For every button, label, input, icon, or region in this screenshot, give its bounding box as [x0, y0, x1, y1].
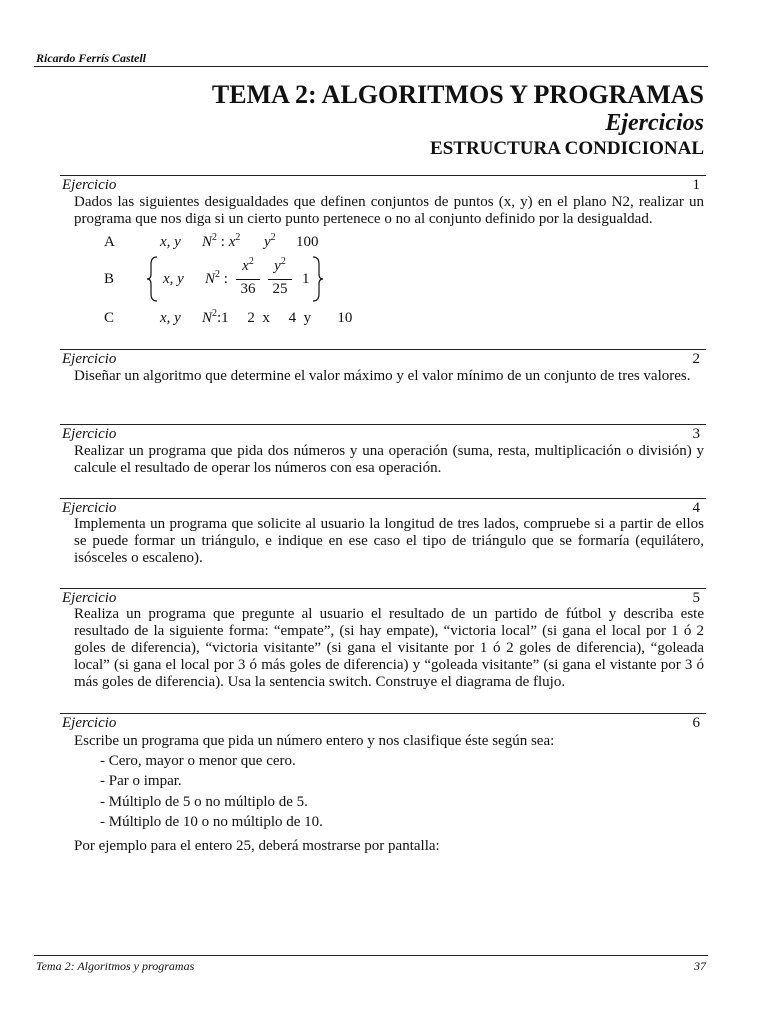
exercise-4-rule — [60, 498, 706, 499]
exercise-2-text: Diseñar un algoritmo que determine el valor máximo y el valor mínimo de un conjunto de tres valores. — [74, 368, 691, 384]
list-item: - Par o impar. — [100, 773, 182, 789]
list-item: - Múltiplo de 10 o no múltiplo de 10. — [100, 814, 323, 830]
frac2-denominator: 25 — [272, 281, 288, 297]
exercise-6-intro: Escribe un programa que pida un número entero y nos clasifique éste según sea: — [74, 733, 555, 749]
exercise-5-rule — [60, 588, 706, 589]
exercise-5-label: Ejercicio — [62, 590, 117, 606]
set-b-pair: x, y — [163, 271, 184, 287]
set-c-name: C — [104, 310, 115, 326]
exercise-2-number: 2 — [692, 351, 700, 367]
exercise-5-number: 5 — [692, 590, 700, 606]
set-a-y: $y^2$ — [264, 232, 276, 250]
list-item: - Cero, mayor o menor que cero. — [100, 753, 296, 769]
right-brace-icon — [310, 256, 324, 302]
set-b-name: B — [104, 271, 115, 287]
frac1-numerator: $x^2$ — [242, 256, 254, 274]
set-a-domain: $N^2$ : $x^2$ — [202, 232, 241, 250]
exercise-4-text: Implementa un programa que solicite al usuario la longitud de tres lados, compruebe si a partir de ellos se puede formar un triángulo, e indique en ese caso el tipo de triángulo que se formaría (equilátero, isósceles o escaleno). — [74, 516, 704, 566]
exercise-6-number: 6 — [692, 715, 700, 731]
set-c-expression: $N^2:1$ 2 x 4 y 10 — [202, 308, 353, 326]
exercise-2-rule — [60, 349, 706, 350]
frac2-bar — [268, 279, 292, 280]
frac1-denominator: 36 — [240, 281, 256, 297]
exercise-6-rule — [60, 713, 706, 714]
page-title: TEMA 2: ALGORITMOS Y PROGRAMAS — [211, 80, 704, 109]
header-rule — [34, 66, 708, 67]
frac1-bar — [236, 279, 260, 280]
footer-rule — [34, 955, 708, 956]
set-a-pair: x, y — [160, 234, 181, 250]
set-a-name: A — [104, 234, 115, 250]
frac2-numerator: $y^2$ — [274, 256, 286, 274]
exercise-4-label: Ejercicio — [62, 500, 117, 516]
exercise-2-label: Ejercicio — [62, 351, 117, 367]
exercise-5-text: Realiza un programa que pregunte al usuario el resultado de un partido de fútbol y describa este resultado de la siguiente forma: “empate”, (si hay empate), “victoria local” (si gana el local por 1 ó 2 goles de diferencia), “victoria visitante” (si gana el visitante por 1 ó 2 goles de diferencia), “goleada local” (si gana el local por 3 ó más goles de diferencia) y “goleada visitante” (si gana el vistante por 3 ó más goles de diferencia). Usa la sentencia switch. Construye el diagrama de flujo. — [74, 606, 704, 690]
exercise-3-label: Ejercicio — [62, 426, 117, 442]
footer-title: Tema 2: Algoritmos y programas — [36, 959, 195, 973]
set-b-domain: $N^2$ : — [205, 269, 228, 287]
exercise-6-label: Ejercicio — [62, 715, 117, 731]
page-number: 37 — [694, 959, 706, 973]
set-a-rhs: 100 — [296, 234, 319, 250]
left-brace-icon — [146, 256, 160, 302]
exercise-1-rule — [60, 175, 706, 176]
author-name: Ricardo Ferrís Castell — [36, 51, 147, 65]
exercise-1-label: Ejercicio — [62, 177, 117, 193]
exercise-6-example: Por ejemplo para el entero 25, deberá mostrarse por pantalla: — [74, 838, 440, 854]
section-heading: ESTRUCTURA CONDICIONAL — [430, 138, 704, 159]
exercise-3-number: 3 — [692, 426, 700, 442]
exercise-1-text: Dados las siguientes desigualdades que definen conjuntos de puntos (x, y) en el plano N2, realizar un programa que nos diga si un cierto punto pertenece o no al conjunto definido por la desigualdad. — [74, 194, 704, 227]
exercise-1-number: 1 — [692, 177, 700, 193]
set-c-pair: x, y — [160, 310, 181, 326]
exercise-3-text: Realizar un programa que pida dos números y una operación (suma, resta, multiplicación o división) y calcule el resultado de operar los números con esa operación. — [74, 443, 704, 476]
exercise-3-rule — [60, 424, 706, 425]
list-item: - Múltiplo de 5 o no múltiplo de 5. — [100, 794, 308, 810]
exercise-4-number: 4 — [692, 500, 700, 516]
page-subtitle: Ejercicios — [605, 110, 704, 136]
set-b-rhs: 1 — [302, 271, 310, 287]
